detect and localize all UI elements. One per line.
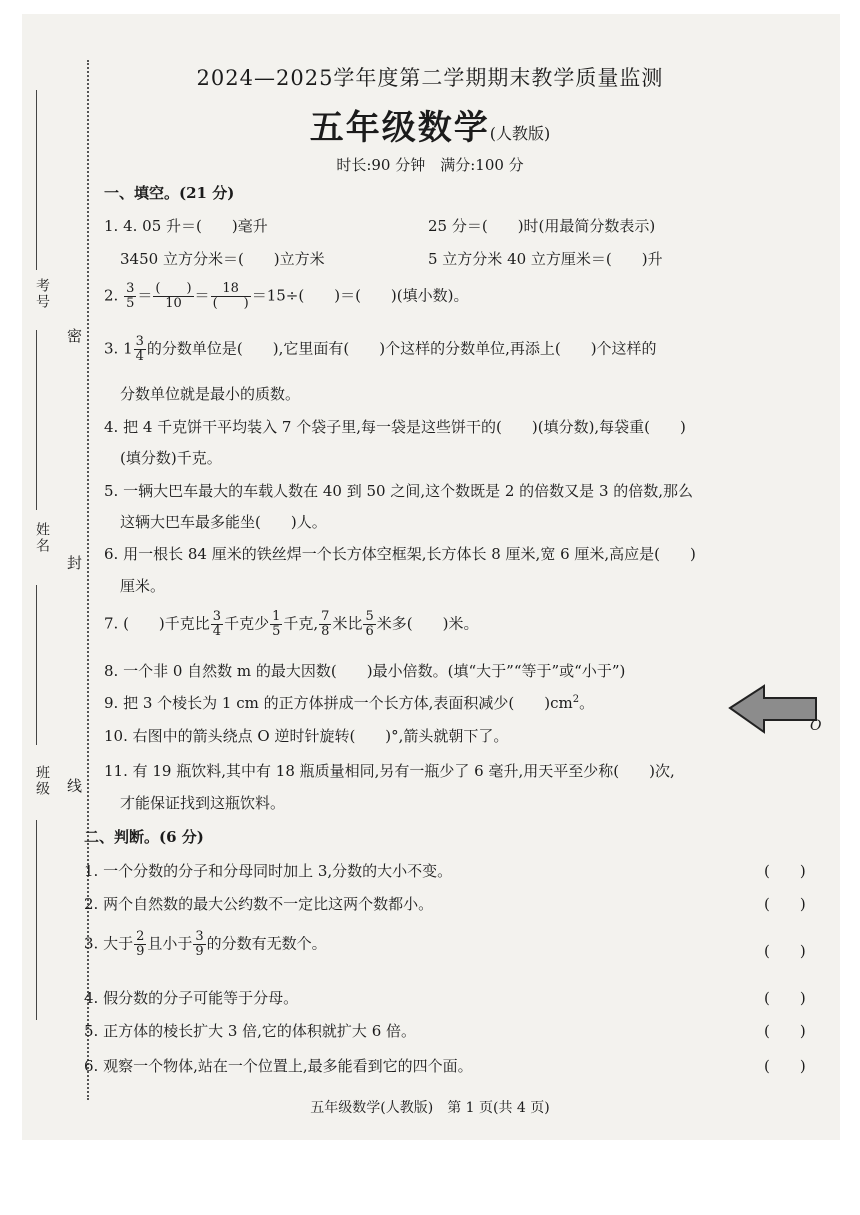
class-label: 班级 bbox=[34, 765, 50, 797]
section-fill-title: 一、填空。(21 分) bbox=[104, 184, 235, 202]
answer-paren: ( ) bbox=[764, 989, 806, 1007]
fraction: $\frac{5}{6}$ bbox=[365, 609, 374, 639]
q4-line1: 4. 把 4 千克饼干平均装入 7 个袋子里,每一袋是这些饼干的( )(填分数),每袋重( ) bbox=[104, 418, 686, 436]
q3: 3. 1 $\frac{3}{4}$ 的分数单位是( ),它里面有( )个这样的分数单位,再添上( )个这样的 bbox=[104, 334, 657, 364]
fraction: $\frac{3}{5}$ bbox=[126, 281, 135, 311]
q2: 2. $\frac{3}{5}$ ＝ $\frac{( )}{10}$ ＝ $\frac{18}{( )}$ ＝15÷( )＝( )(填小数)。 bbox=[104, 281, 469, 311]
q5-line1: 5. 一辆大巴车最大的车载人数在 40 到 50 之间,这个数既是 2 的倍数又是 3 的倍数,那么 bbox=[104, 482, 694, 500]
q11-line2: 才能保证找到这瓶饮料。 bbox=[120, 794, 286, 812]
seal-feng: 封 bbox=[65, 555, 83, 572]
judge-5: 5. 正方体的棱长扩大 3 倍,它的体积就扩大 6 倍。 bbox=[84, 1022, 417, 1040]
name-label: 姓名 bbox=[34, 522, 50, 554]
point-o-label: O bbox=[810, 718, 822, 734]
judge-2: 2. 两个自然数的最大公约数不一定比这两个数都小。 bbox=[84, 895, 434, 913]
class-blank bbox=[36, 585, 37, 745]
time-info: 时长:90 分钟 满分:100 分 bbox=[336, 156, 524, 174]
q10: 10. 右图中的箭头绕点 O 逆时针旋转( )°,箭头就朝下了。 bbox=[104, 727, 509, 745]
judge-6: 6. 观察一个物体,站在一个位置上,最多能看到它的四个面。 bbox=[84, 1057, 473, 1075]
answer-paren: ( ) bbox=[764, 895, 806, 913]
fraction: $\frac{3}{9}$ bbox=[195, 929, 204, 959]
q8: 8. 一个非 0 自然数 m 的最大因数( )最小倍数。(填“大于”“等于”或“小于”) bbox=[104, 662, 626, 680]
q1d: 5 立方分米 40 立方厘米＝( )升 bbox=[428, 250, 663, 268]
fraction: $\frac{3}{4}$ bbox=[135, 334, 144, 364]
q7: 7. ( )千克比 $\frac{3}{4}$ 千克少 $\frac{1}{5}$ 千克, $\frac{7}{8}$ 米比 $\frac{5}{6}$ 米多( )米。 bbox=[104, 609, 479, 639]
judge-1: 1. 一个分数的分子和分母同时加上 3,分数的大小不变。 bbox=[84, 862, 453, 880]
fraction: $\frac{7}{8}$ bbox=[321, 609, 330, 639]
page-footer: 五年级数学(人教版) 第 1 页(共 4 页) bbox=[310, 1100, 550, 1116]
answer-paren: ( ) bbox=[764, 942, 806, 960]
edition-label: (人教版) bbox=[489, 124, 551, 143]
q6-line1: 6. 用一根长 84 厘米的铁丝焊一个长方体空框架,长方体长 8 厘米,宽 6 厘米,高应是( ) bbox=[104, 545, 696, 563]
q1a: 1. 4. 05 升＝( )毫升 bbox=[104, 217, 268, 235]
section-judge-title: 二、判断。(6 分) bbox=[84, 828, 204, 846]
q1c: 3450 立方分米＝( )立方米 bbox=[120, 250, 325, 268]
extra-blank bbox=[36, 820, 37, 1020]
q3-line2: 分数单位就是最小的质数。 bbox=[120, 385, 301, 403]
seal-mi: 密 bbox=[65, 328, 83, 345]
q6-line2: 厘米。 bbox=[120, 577, 166, 595]
answer-paren: ( ) bbox=[764, 1022, 806, 1040]
main-title: 五年级数学(人教版) bbox=[309, 108, 551, 148]
exam-no-label: 考号 bbox=[34, 278, 50, 310]
fraction: $\frac{3}{4}$ bbox=[212, 609, 222, 639]
fraction: $\frac{2}{9}$ bbox=[136, 929, 145, 959]
fraction: $\frac{18}{( )}$ bbox=[212, 281, 249, 311]
answer-paren: ( ) bbox=[764, 862, 806, 880]
judge-4: 4. 假分数的分子可能等于分母。 bbox=[84, 989, 299, 1007]
q11-line1: 11. 有 19 瓶饮料,其中有 18 瓶质量相同,另有一瓶少了 6 毫升,用天平至少称( )次, bbox=[104, 762, 675, 780]
answer-paren: ( ) bbox=[764, 1057, 806, 1075]
name-blank bbox=[36, 330, 37, 510]
judge-3: 3. 大于 $\frac{2}{9}$ 且小于 $\frac{3}{9}$ 的分数有无数个。 bbox=[84, 929, 327, 959]
fraction: $\frac{1}{5}$ bbox=[272, 609, 281, 639]
exam-title: 2024—2025学年度第二学期期末教学质量监测 bbox=[196, 66, 664, 90]
q4-line2: (填分数)千克。 bbox=[120, 449, 222, 467]
q1b: 25 分＝( )时(用最简分数表示) bbox=[428, 217, 656, 235]
seal-xian: 线 bbox=[65, 778, 83, 795]
fraction: $\frac{( )}{10}$ bbox=[155, 281, 192, 311]
q9: 9. 把 3 个棱长为 1 cm 的正方体拼成一个长方体,表面积减少( )$cm^2$。 bbox=[104, 694, 595, 712]
q5-line2: 这辆大巴车最多能坐( )人。 bbox=[120, 513, 327, 531]
